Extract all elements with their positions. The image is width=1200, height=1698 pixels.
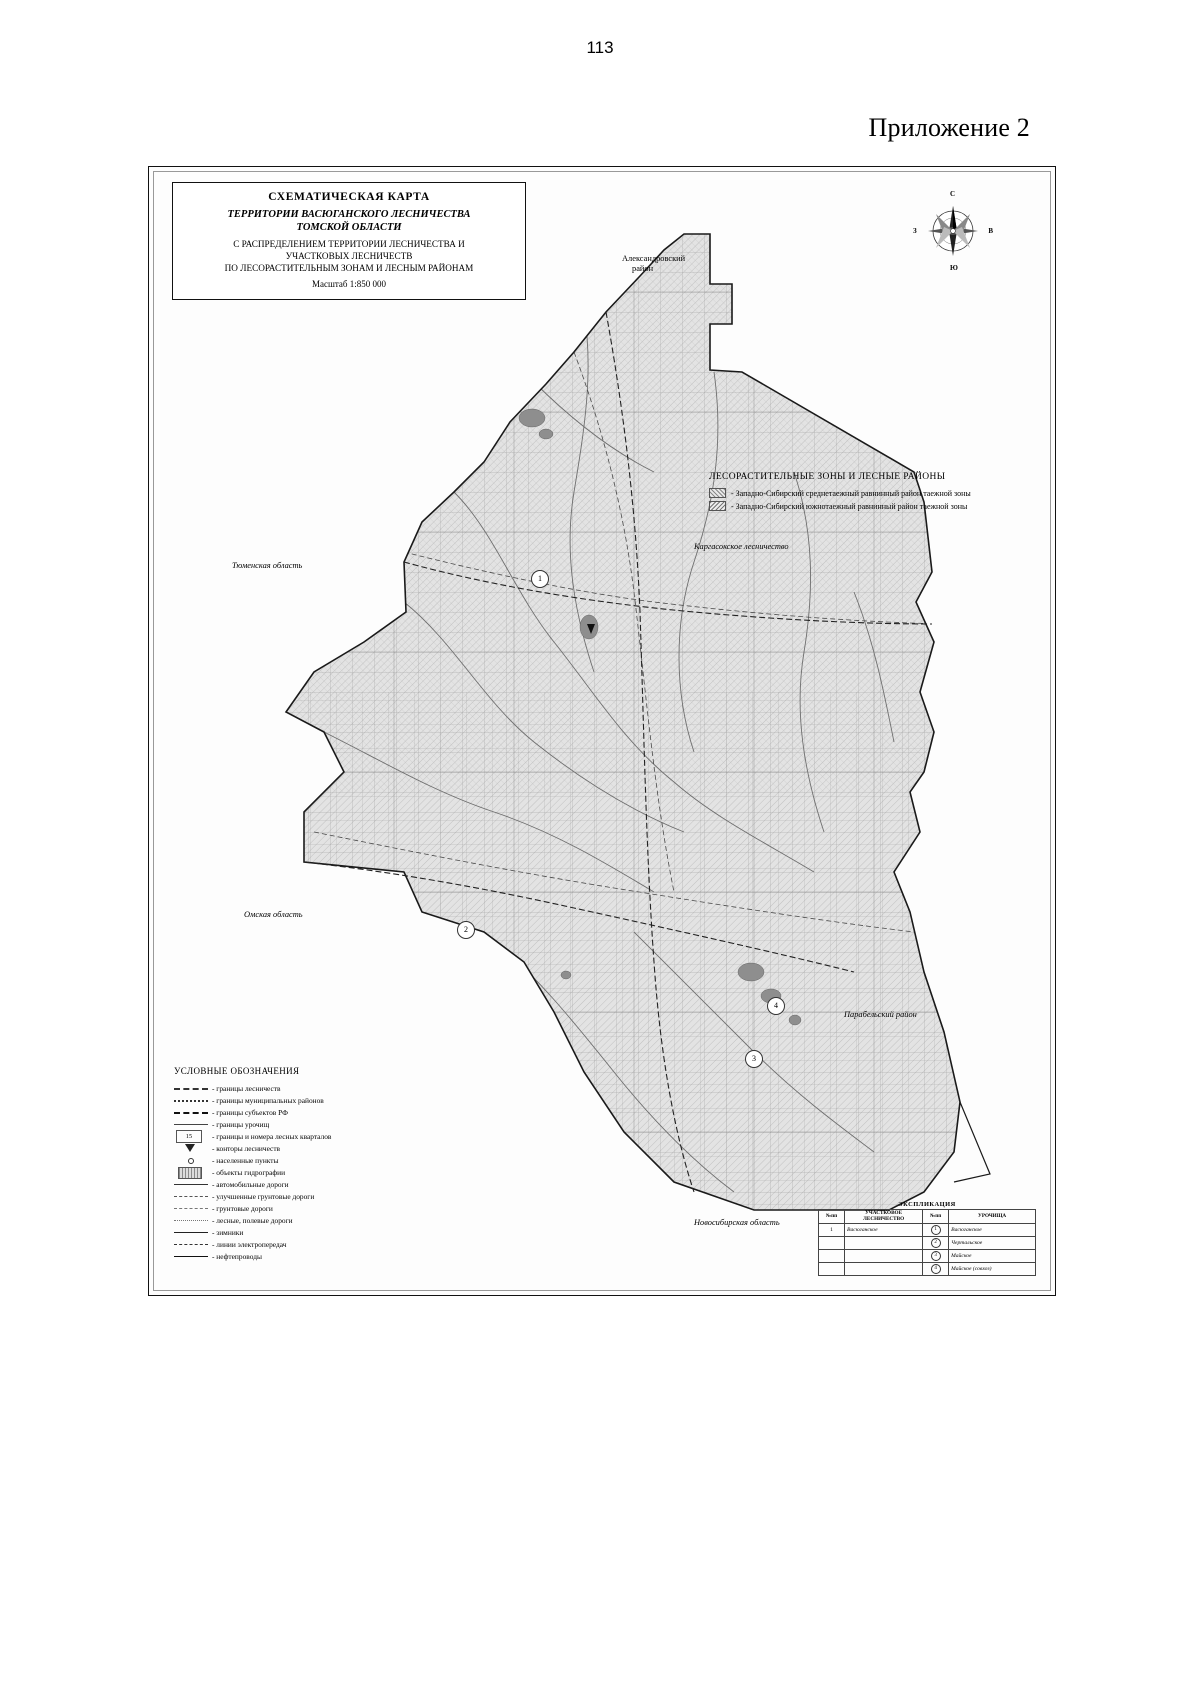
map-frame: [148, 166, 1056, 1296]
cell-tract-2: Майское: [949, 1250, 1036, 1263]
quarter-number-box-icon: [174, 1130, 208, 1142]
forestry-office-triangle-icon: [174, 1142, 208, 1154]
legend-label-1: - границы муниципальных районов: [212, 1095, 324, 1105]
zone-marker-4[interactable]: 4: [767, 997, 785, 1015]
cell-tract-3: Майское (совхоз): [949, 1263, 1036, 1276]
zone-swatch-south-taiga-icon: [709, 501, 726, 511]
map-label-aleksandrovsky-1: Александровский: [622, 254, 686, 263]
line-forest-field-road-icon: [174, 1214, 208, 1226]
map-label-tyumenskaya-oblast: Тюменская область: [232, 561, 303, 570]
line-forestry-boundary-icon: [174, 1082, 208, 1094]
legend-label-2: - границы субъектов РФ: [212, 1107, 288, 1117]
cell-sub-index-0: 1: [923, 1224, 949, 1237]
line-municipal-boundary-icon: [174, 1094, 208, 1106]
conventional-signs-legend: [174, 1066, 414, 1262]
legend-label-12: - зимники: [212, 1227, 244, 1237]
legend-label-6: - населенные пункты: [212, 1155, 279, 1165]
compass-north-label: С: [950, 190, 956, 198]
exploitation-table: [818, 1201, 1036, 1276]
map-label-kargasokskoe: Каргасокское лесничество: [694, 542, 789, 551]
line-winter-road-icon: [174, 1226, 208, 1238]
compass-rose: [914, 192, 992, 270]
line-motor-road-icon: [174, 1178, 208, 1190]
line-tract-boundary-icon: [174, 1118, 208, 1130]
hydrography-swatch-icon: [174, 1166, 208, 1178]
col-header-forestry: УЧАСТКОВОЕ ЛЕСНИЧЕСТВО: [845, 1210, 923, 1224]
table-row: [819, 1250, 1036, 1263]
legend-item-settlements: [174, 1154, 414, 1166]
cell-forestry-1: [845, 1237, 923, 1250]
cell-forestry-3: [845, 1263, 923, 1276]
legend-label-8: - автомобильные дороги: [212, 1179, 289, 1189]
line-federal-subject-boundary-icon: [174, 1106, 208, 1118]
legend-item-oil-pipelines: [174, 1250, 414, 1262]
line-dirt-road-icon: [174, 1202, 208, 1214]
page-number: 113: [586, 38, 614, 57]
cell-index-0: 1: [819, 1224, 845, 1237]
legend-item-quarter-numbers: [174, 1130, 414, 1142]
forest-zone-label-2: - Западно-Сибирский южнотаежный равнинный район таежной зоны: [731, 501, 968, 511]
legend-item-forestry-offices: [174, 1142, 414, 1154]
legend-item-municipal-boundaries: [174, 1094, 414, 1106]
line-oil-pipeline-icon: [174, 1250, 208, 1262]
legend-item-motor-roads: [174, 1178, 414, 1190]
zone-marker-1[interactable]: 1: [531, 570, 549, 588]
map-scale: Масштаб 1:850 000: [311, 279, 387, 290]
cell-index-3: [819, 1263, 845, 1276]
legend-item-power-lines: [174, 1238, 414, 1250]
col-header-index: №пп: [819, 1210, 845, 1224]
map-label-omskaya-oblast: Омская область: [244, 910, 303, 919]
conventional-signs-title: УСЛОВНЫЕ ОБОЗНАЧЕНИЯ: [174, 1066, 300, 1076]
table-row: [819, 1263, 1036, 1276]
line-power-line-icon: [174, 1238, 208, 1250]
forest-zones-legend-title: ЛЕСОРАСТИТЕЛЬНЫЕ ЗОНЫ И ЛЕСНЫЕ РАЙОНЫ: [709, 472, 946, 482]
cell-index-2: [819, 1250, 845, 1263]
legend-item-tract-boundaries: [174, 1118, 414, 1130]
cell-index-1: [819, 1237, 845, 1250]
col-header-sub-index: №пп: [923, 1210, 949, 1224]
cell-forestry-0: Васюганское: [845, 1224, 923, 1237]
cell-sub-index-2: 3: [923, 1250, 949, 1263]
cell-sub-index-1: 2: [923, 1237, 949, 1250]
line-improved-dirt-road-icon: [174, 1190, 208, 1202]
map-title-line3c: ПО ЛЕСОРАСТИТЕЛЬНЫМ ЗОНАМ И ЛЕСНЫМ РАЙОНАМ: [224, 263, 474, 274]
forest-zone-label-1: - Западно-Сибирский среднетаежный равнинный район таежной зоны: [731, 488, 971, 498]
compass-west-label: З: [913, 227, 917, 235]
legend-item-improved-dirt-roads: [174, 1190, 414, 1202]
legend-item-forestry-boundaries: [174, 1082, 414, 1094]
map-title-block: [172, 182, 526, 300]
cell-tract-0: Васюганское: [949, 1224, 1036, 1237]
map-canvas[interactable]: [153, 171, 1051, 1291]
zone-marker-3[interactable]: 3: [745, 1050, 763, 1068]
map-title-line3b: УЧАСТКОВЫХ ЛЕСНИЧЕСТВ: [285, 251, 413, 262]
col-header-tract: УРОЧИЩА: [949, 1210, 1036, 1224]
zone-swatch-middle-taiga-icon: [709, 488, 726, 498]
legend-label-0: - границы лесничеств: [212, 1083, 281, 1093]
table-row: [819, 1224, 1036, 1237]
exploitation-table-title: ЭКСПЛИКАЦИЯ: [898, 1201, 956, 1209]
map-title-line2b: ТОМСКОЙ ОБЛАСТИ: [296, 222, 402, 234]
legend-label-11: - лесные, полевые дороги: [212, 1215, 293, 1225]
forest-zone-item-1: [709, 488, 1014, 498]
cell-sub-index-3: 4: [923, 1263, 949, 1276]
forest-zones-legend: [709, 472, 1014, 514]
legend-label-3: - границы урочищ: [212, 1119, 270, 1129]
cell-forestry-2: [845, 1250, 923, 1263]
quarter-number-value: 15: [176, 1130, 202, 1143]
compass-east-label: В: [988, 227, 993, 235]
legend-label-4: - границы и номера лесных кварталов: [212, 1131, 332, 1141]
zone-marker-2[interactable]: 2: [457, 921, 475, 939]
table-header-row: [819, 1210, 1036, 1224]
map-title-line1: СХЕМАТИЧЕСКАЯ КАРТА: [268, 191, 430, 203]
legend-label-7: - объекты гидрографии: [212, 1167, 286, 1177]
compass-south-label: Ю: [950, 264, 958, 272]
map-label-novosibirskaya-oblast: Новосибирская область: [694, 1218, 780, 1227]
legend-item-winter-roads: [174, 1226, 414, 1238]
legend-label-5: - конторы лесничеств: [212, 1143, 281, 1153]
legend-label-13: - линии электропередач: [212, 1239, 287, 1249]
legend-item-forest-field-roads: [174, 1214, 414, 1226]
forest-zone-item-2: [709, 501, 1014, 511]
map-label-aleksandrovsky-2: район: [632, 264, 654, 273]
legend-label-14: - нефтепроводы: [212, 1251, 262, 1261]
map-title-line3a: С РАСПРЕДЕЛЕНИЕМ ТЕРРИТОРИИ ЛЕСНИЧЕСТВА И: [233, 239, 465, 250]
map-label-parabelsky-rayon: Парабельский район: [844, 1010, 917, 1019]
appendix-label: Приложение 2: [868, 113, 1030, 142]
table-row: [819, 1237, 1036, 1250]
cell-tract-1: Чертальское: [949, 1237, 1036, 1250]
settlement-dot-icon: [174, 1154, 208, 1166]
legend-item-federal-subject-boundaries: [174, 1106, 414, 1118]
legend-label-10: - грунтовые дороги: [212, 1203, 273, 1213]
legend-label-9: - улучшенные грунтовые дороги: [212, 1191, 315, 1201]
legend-item-dirt-roads: [174, 1202, 414, 1214]
map-title-line2a: ТЕРРИТОРИИ ВАСЮГАНСКОГО ЛЕСНИЧЕСТВА: [227, 209, 471, 220]
legend-item-hydrography: [174, 1166, 414, 1178]
